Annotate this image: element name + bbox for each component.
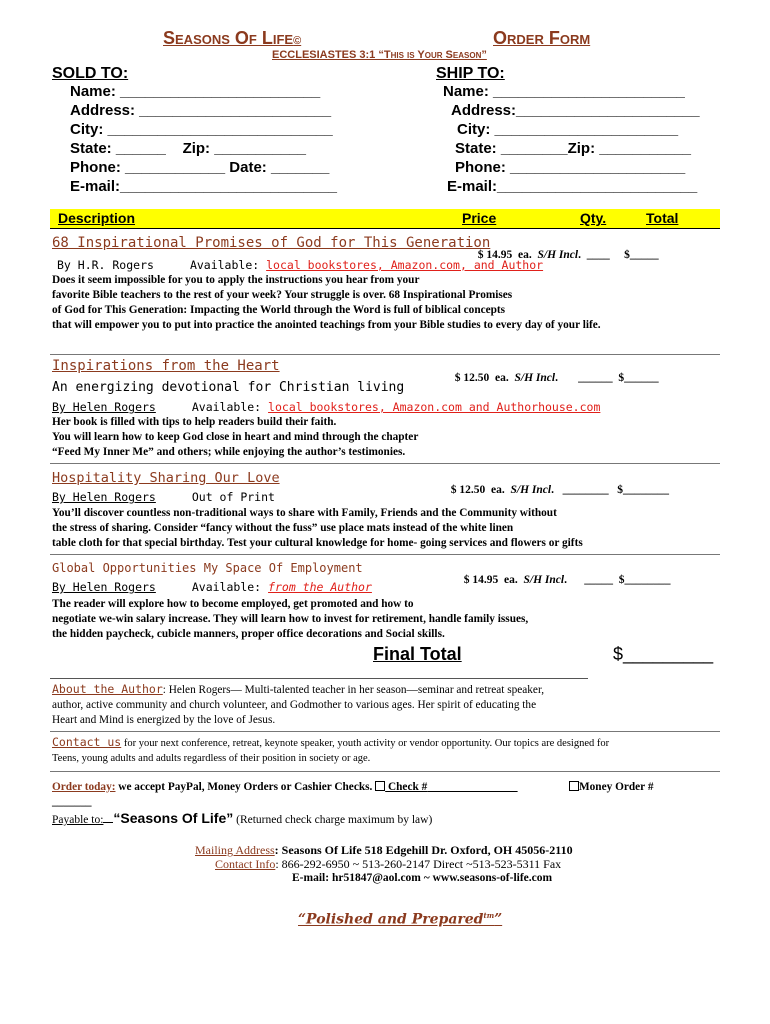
- col-description: Description: [58, 210, 136, 226]
- ship-to-phone[interactable]: Phone: _____________________: [455, 159, 686, 176]
- product-author: By Helen Rogers: [52, 580, 156, 594]
- product-description: [52, 597, 528, 642]
- product-author-line: [52, 490, 275, 504]
- payable-to-label: Payable to:: [52, 814, 104, 826]
- sold-to-state-zip[interactable]: State: ______ Zip: ___________: [70, 140, 306, 157]
- description-line: Does it seem impossible for you to apply the instructions you hear from your: [52, 274, 420, 286]
- mailing-address-text: : Seasons Of Life 518 Edgehill Dr. Oxford, OH 45056-2110: [274, 843, 573, 857]
- description-line: that will empower you to put into practice the anointed teachings from your Bible studies to every day of your life.: [52, 319, 601, 331]
- description-line: negotiate we-win salary increase. They will learn how to invest for retirement, handle family issues,: [52, 613, 529, 625]
- brand-name: Seasons Of Life: [163, 28, 294, 48]
- divider: [50, 771, 720, 772]
- title-left: [163, 28, 301, 49]
- sold-to-email[interactable]: E-mail:__________________________: [70, 178, 337, 195]
- product-author: By Helen Rogers: [52, 400, 156, 414]
- order-label: Order today:: [52, 781, 116, 793]
- description-line: The reader will explore how to become employed, get promoted and how to: [52, 598, 414, 610]
- product-description: [52, 506, 583, 551]
- product-price: $ 12.50 ea.: [454, 372, 509, 384]
- ship-to-name[interactable]: Name: _______________________: [443, 83, 685, 100]
- about-line: Heart and Mind is energized by the love of Jesus.: [52, 714, 276, 726]
- qty-total-blanks[interactable]: . ______ $______: [555, 372, 659, 384]
- ship-to-email[interactable]: E-mail:________________________: [447, 178, 698, 195]
- order-line: [52, 780, 518, 795]
- col-total: Total: [646, 210, 679, 226]
- about-line: author, active community and church volunteer, and Godmother to various ages. Her spirit of educating the: [52, 699, 537, 711]
- sold-to-address[interactable]: Address: _______________________: [70, 102, 332, 119]
- qty-total-blanks[interactable]: . ____ $_____: [578, 249, 659, 261]
- shipping-note: S/H Incl: [514, 372, 556, 384]
- contact-info-text: : 866-292-6950 ~ 513-260-2147 Direct ~513-523-5311 Fax: [275, 857, 562, 871]
- check-label: Check #: [385, 781, 428, 793]
- column-header-bar: [50, 209, 720, 229]
- description-line: table cloth for that special birthday. Test your cultural knowledge for home- going services and flowers or gifts: [52, 537, 583, 549]
- shipping-note: S/H Incl: [510, 484, 552, 496]
- mailing-address-line: [195, 843, 573, 858]
- product-price: $ 14.95 ea.: [477, 249, 532, 261]
- money-order-label: Money Order #: [579, 781, 654, 793]
- slogan: [298, 911, 502, 928]
- product-author-line: [52, 400, 600, 414]
- col-price: Price: [462, 210, 497, 226]
- email-line: [292, 871, 552, 886]
- product-author-line: [52, 580, 372, 594]
- contact-text: for your next conference, retreat, keynote speaker, youth activity or vendor opportunity. Our topics are designed for: [121, 738, 610, 749]
- payee-name: “Seasons Of Life”: [113, 810, 234, 826]
- checkbox-check[interactable]: [375, 781, 385, 791]
- title-right: Order Form: [493, 28, 591, 48]
- shipping-note: S/H Incl: [537, 249, 579, 261]
- copyright-mark: ©: [293, 35, 302, 47]
- product-price-line[interactable]: [449, 360, 659, 384]
- order-trailing-blank[interactable]: _______: [52, 796, 92, 808]
- sold-to-phone-date[interactable]: Phone: ____________ Date: _______: [70, 159, 330, 176]
- sold-to-heading: SOLD TO:: [52, 65, 129, 82]
- description-line: You’ll discover countless non-traditional ways to share with Family, Friends and the Community without: [52, 507, 557, 519]
- product-title: Inspirations from the Heart: [52, 358, 280, 374]
- product-description: [52, 273, 601, 333]
- final-total-blank[interactable]: $_________: [613, 644, 714, 664]
- product-subtitle: An energizing devotional for Christian living: [52, 380, 405, 395]
- ship-to-address[interactable]: Address:______________________: [451, 102, 700, 119]
- mailing-address-label: Mailing Address: [195, 843, 275, 857]
- subtitle: ECCLESIASTES 3:1 “This is Your Season”: [272, 49, 487, 61]
- availability-label: Out of Print: [191, 490, 275, 504]
- qty-total-blanks[interactable]: . _____ $________: [564, 574, 671, 586]
- availability-label: Available:: [189, 258, 260, 272]
- availability-label: Available:: [191, 400, 262, 414]
- description-line: You will learn how to keep God close in heart and mind through the chapter: [52, 431, 419, 443]
- money-order-line: [569, 780, 653, 795]
- product-description: [52, 415, 418, 460]
- description-line: Her book is filled with tips to help readers build their faith.: [52, 416, 337, 428]
- order-text: we accept PayPal, Money Orders or Cashier Checks.: [115, 781, 373, 793]
- divider: [50, 463, 720, 464]
- final-total-label: Final Total: [373, 644, 462, 664]
- contact-info-line: [215, 857, 561, 872]
- divider: [50, 731, 720, 732]
- divider: [50, 354, 720, 355]
- availability-link[interactable]: local bookstores, Amazon.com, and Author: [266, 258, 544, 272]
- ship-to-city[interactable]: City: ______________________: [457, 121, 679, 138]
- contact-line: [52, 735, 609, 751]
- about-line: [52, 682, 544, 698]
- contact-line: Teens, young adults and adults regardless of their position in society or age.: [52, 753, 371, 764]
- product-price: $ 12.50 ea.: [450, 484, 505, 496]
- product-author-line: [57, 258, 543, 272]
- product-price-line[interactable]: [445, 472, 669, 496]
- ship-to-state-zip[interactable]: State: ________Zip: ___________: [455, 140, 692, 157]
- description-line: the stress of sharing. Consider “fancy without the fuss” use place mats instead of the white linen: [52, 522, 514, 534]
- description-line: of God for This Generation: Impacting the World through the Word is full of biblical concepts: [52, 304, 506, 316]
- check-number-blank[interactable]: [427, 781, 517, 793]
- about-section: [52, 682, 544, 728]
- product-title: Hospitality Sharing Our Love: [52, 470, 280, 486]
- availability-link[interactable]: from the Author: [268, 580, 372, 594]
- checkbox-money-order[interactable]: [569, 781, 579, 791]
- availability-label: Available:: [191, 580, 262, 594]
- contact-section: [52, 735, 609, 766]
- divider: [50, 554, 720, 555]
- product-price: $ 14.95 ea.: [463, 574, 518, 586]
- slogan-text: “Polished and Prepared: [298, 911, 484, 928]
- returned-check-note: (Returned check charge maximum by law): [233, 814, 433, 826]
- description-line: the hidden paycheck, cubicle manners, proper office decorations and Social skills.: [52, 628, 445, 640]
- contact-info-label: Contact Info: [215, 857, 276, 871]
- trademark-mark: tm: [483, 911, 495, 920]
- contact-label[interactable]: Contact us: [52, 735, 122, 749]
- product-title: 68 Inspirational Promises of God for This Generation: [52, 235, 491, 251]
- sold-to-name[interactable]: Name: ________________________: [70, 83, 321, 100]
- description-line: favorite Bible teachers to the rest of your week? Your struggle is over. 68 Inspirational Promises: [52, 289, 513, 301]
- qty-total-blanks[interactable]: . ________ $________: [551, 484, 669, 496]
- product-author: By H.R. Rogers: [57, 258, 154, 272]
- description-line: “Feed My Inner Me” and others; while enjoying the author’s testimonies.: [52, 446, 406, 458]
- email-label: E-mail:: [292, 872, 330, 884]
- product-title: Global Opportunities My Space Of Employment: [52, 561, 363, 575]
- availability-link[interactable]: local bookstores, Amazon.com and Authorhouse.com: [268, 400, 601, 414]
- about-text: : Helen Rogers— Multi-talented teacher in her season—seminar and retreat speaker,: [162, 684, 545, 696]
- about-label: About the Author: [52, 682, 163, 696]
- email-text[interactable]: hr51847@aol.com ~ www.seasons-of-life.com: [329, 872, 553, 884]
- product-author: By Helen Rogers: [52, 490, 156, 504]
- divider: [50, 678, 588, 679]
- ship-to-heading: SHIP TO:: [436, 65, 505, 82]
- product-price-line[interactable]: [458, 562, 670, 586]
- sold-to-city[interactable]: City: ___________________________: [70, 121, 333, 138]
- slogan-close-quote: ”: [494, 911, 503, 928]
- payable-line: [52, 810, 432, 828]
- shipping-note: S/H Incl: [523, 574, 565, 586]
- col-qty: Qty.: [580, 210, 607, 226]
